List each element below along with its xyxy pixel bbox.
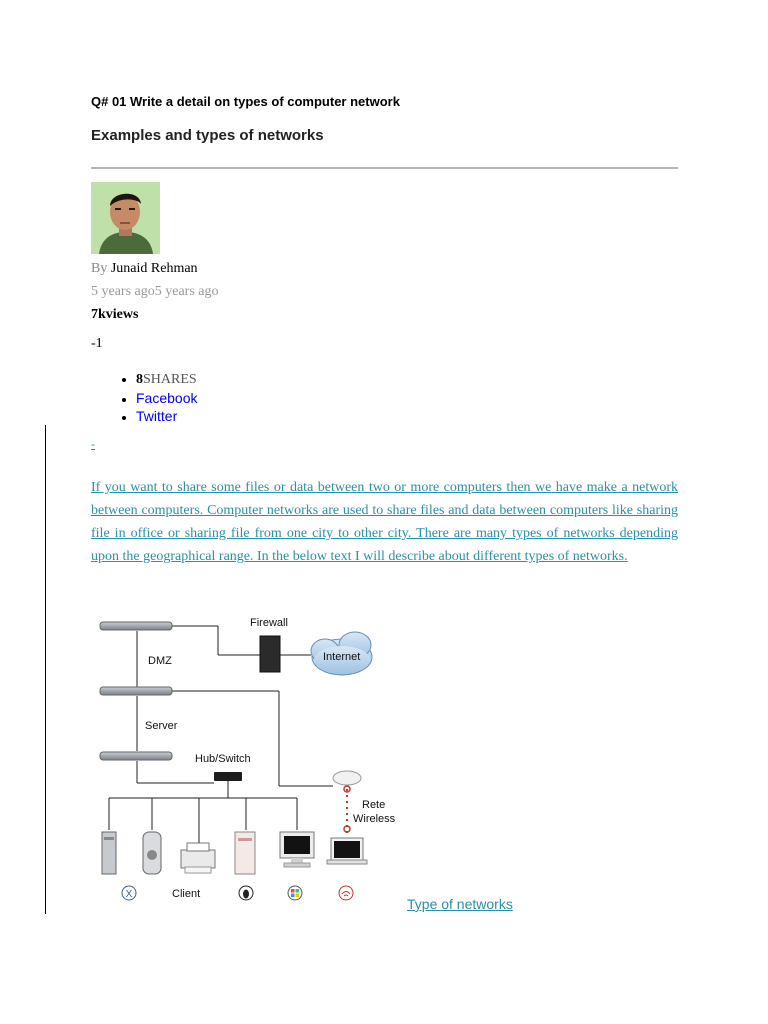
divider-rule	[91, 167, 678, 169]
windows-logo-icon	[288, 886, 302, 900]
network-diagram	[95, 605, 405, 910]
intro-paragraph-link[interactable]: If you want to share some files or data between two or more computers then we have make a network between computers. Computer networks are used to share files and data between computers like sharing file in office or sharing file from one city to other city. There are many types of networks depending upon the geographical range. In the below text I will describe about different types of networks.	[91, 480, 678, 564]
by-label: By	[91, 261, 108, 276]
share-item-facebook	[136, 389, 197, 407]
wireless-icon	[339, 886, 353, 900]
share-count: 8	[136, 372, 143, 387]
firewall-label: Firewall	[250, 617, 288, 629]
lan-rack-server	[100, 752, 172, 760]
wireless-label: Wireless	[353, 813, 396, 825]
dmz-label: DMZ	[148, 655, 172, 667]
connection-lines	[109, 626, 333, 845]
view-count: 7kviews	[91, 307, 139, 322]
access-point-device	[333, 771, 361, 785]
internet-label: Internet	[323, 651, 361, 663]
client-tower-mac	[102, 832, 116, 874]
x-os-icon	[122, 886, 136, 900]
rete-label: Rete	[362, 799, 386, 811]
linux-penguin-icon	[239, 886, 253, 900]
twitter-share-link[interactable]: Twitter	[136, 408, 178, 424]
facebook-share-link[interactable]: Facebook	[136, 390, 198, 406]
server-label: Server	[145, 720, 178, 732]
share-label: SHARES	[143, 372, 197, 387]
client-g4-cube	[143, 832, 161, 874]
article-heading: Examples and types of networks	[91, 127, 324, 144]
author-photo	[91, 182, 160, 254]
share-list	[91, 371, 197, 425]
dmz-rack-server	[100, 622, 172, 630]
hub-switch-label: Hub/Switch	[195, 753, 251, 765]
svg-text:X: X	[125, 889, 133, 900]
vote-score: -1	[91, 336, 103, 351]
question-title: Q# 01 Write a detail on types of computer network	[91, 94, 400, 109]
client-linux-pc	[235, 832, 255, 874]
hub-switch-device	[214, 772, 242, 781]
dash-link[interactable]: -	[91, 437, 95, 451]
post-date: 5 years ago5 years ago	[91, 284, 219, 299]
margin-line	[45, 425, 46, 914]
client-label: Client	[172, 888, 201, 900]
client-laptop	[327, 838, 367, 864]
author-byline	[91, 261, 198, 277]
client-desktop-monitor	[280, 832, 314, 867]
share-count-item	[136, 371, 197, 389]
client-printer	[181, 843, 215, 873]
share-item-twitter	[136, 407, 197, 425]
author-avatar	[91, 182, 160, 254]
author-name[interactable]: Junaid Rehman	[110, 261, 198, 276]
server-rack-server	[100, 687, 172, 695]
figure-caption-link[interactable]: Type of networks	[407, 896, 513, 912]
firewall-device	[260, 636, 280, 672]
